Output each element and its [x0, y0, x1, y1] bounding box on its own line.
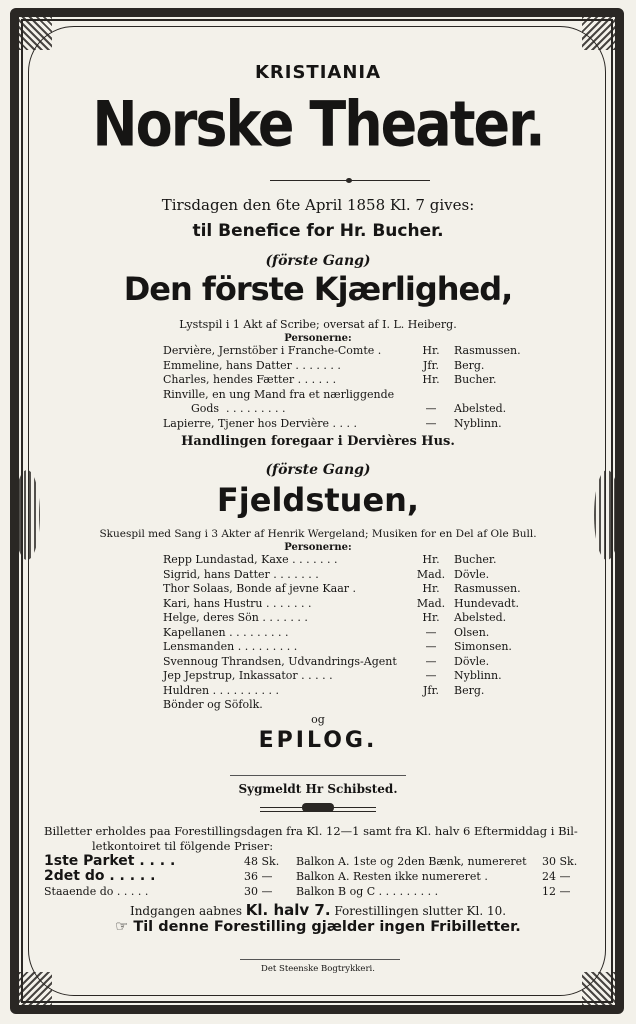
cast-role: Charles, hendes Fætter . . . . . .: [163, 373, 337, 386]
cast-role: Thor Solaas, Bonde af jevne Kaar .: [163, 582, 357, 595]
printer-credit: Det Steenske Bogtrykkeri.: [261, 964, 375, 974]
play2-title: Fjeldstuen,: [216, 481, 420, 519]
cast-role: Helge, deres Sön . . . . . . .: [163, 611, 308, 624]
city-heading: KRISTIANIA: [254, 62, 382, 83]
cast-title: —: [425, 669, 437, 682]
divider: [240, 959, 400, 960]
cast-title: —: [425, 402, 437, 415]
cast-actor: Bucher.: [454, 373, 497, 386]
cast-row: [163, 402, 543, 416]
ticket-info: [44, 824, 592, 854]
cast-row: [163, 388, 543, 402]
price-value-2: 24 —: [542, 870, 571, 883]
divider: [270, 180, 430, 181]
cast-role: Lapierre, Tjener hos Dervière . . . .: [163, 416, 357, 430]
cast-title: Hr.: [422, 553, 440, 566]
cast-title: —: [425, 640, 437, 653]
price-label: 2det do . . . . .: [44, 868, 156, 884]
play2-tag: (förste Gang): [265, 462, 371, 478]
cast-actor: Berg.: [454, 358, 485, 372]
cast-title: —: [425, 625, 437, 639]
cast-role: Svennoug Thrandsen, Udvandrings-Agent: [163, 654, 397, 668]
ticket-info-line: Billetter erholdes paa Forestillingsdagen fra Kl. 12—1 samt fra Kl. halv 6 Eftermiddag i Bil-: [44, 824, 578, 838]
cast-title: Jfr.: [422, 358, 440, 372]
cast-row: [163, 417, 543, 431]
cast-role: Huldren . . . . . . . . . .: [163, 683, 280, 697]
cast-row: [163, 373, 543, 387]
cast-row: [163, 684, 543, 698]
cast-role: Bönder og Söfolk.: [163, 698, 263, 711]
cast-title: Hr.: [422, 373, 440, 386]
cast-row: [163, 669, 543, 683]
cast-title: Hr.: [422, 344, 440, 357]
cast-actor: Abelsted.: [454, 402, 507, 415]
side-ornament-icon: [14, 470, 40, 560]
cast-actor: Berg.: [454, 683, 485, 697]
entrance-time: Kl. halv 7.: [245, 901, 331, 919]
play2-subtitle: Skuespil med Sang i 3 Akter af Henrik Wergeland; Musiken for en Del af Ole Bull.: [99, 528, 537, 540]
price-value: 48 Sk.: [244, 855, 280, 868]
cast-actor: Rasmussen.: [454, 582, 521, 595]
epilog-title: EPILOG.: [258, 728, 378, 753]
free-ticket-notice: ☞ Til denne Forestilling gjælder ingen Fribilletter.: [115, 919, 521, 935]
play1-personerne: Personerne:: [284, 333, 352, 344]
cast-row: [163, 655, 543, 669]
cast-title: Hr.: [422, 611, 440, 624]
ticket-info-line: letkontoiret til fölgende Priser:: [92, 839, 274, 853]
play1-setting: Handlingen foregaar i Dervières Hus.: [181, 434, 455, 449]
entrance-line: [40, 901, 596, 919]
cast-actor: Dövle.: [454, 654, 490, 668]
cast-actor: Abelsted.: [454, 611, 507, 624]
cast-row: [163, 611, 543, 625]
divider: [230, 775, 406, 776]
cast-actor: Simonsen.: [454, 640, 512, 653]
play1-tag: (förste Gang): [265, 253, 371, 269]
cast-role: Kari, hans Hustru . . . . . . .: [163, 596, 312, 610]
cast-title: —: [425, 416, 437, 430]
price-desc: Balkon B og C . . . . . . . . .: [296, 885, 439, 898]
cast-role: Gods . . . . . . . . .: [163, 402, 286, 415]
play1-subtitle: Lystspil i 1 Akt af Scribe; oversat af I. L. Heiberg.: [179, 318, 457, 331]
play1-title: Den förste Kjærlighed,: [123, 270, 513, 308]
og-conjunction: og: [311, 713, 325, 726]
cast-title: Mad.: [416, 567, 446, 581]
price-row: [44, 870, 592, 886]
cast-actor: Hundevadt.: [454, 596, 520, 610]
theater-title: Norske Theater.: [92, 88, 544, 161]
play2-personerne: Personerne:: [284, 542, 352, 553]
cast-row: [163, 597, 543, 611]
cast-role: Lensmanden . . . . . . . . .: [163, 640, 298, 653]
ornament-divider-icon: [260, 807, 376, 812]
price-value: 30 —: [244, 885, 273, 898]
price-row: [44, 885, 592, 901]
cast-actor: Olsen.: [454, 625, 490, 639]
cast-actor: Rasmussen.: [454, 344, 521, 357]
cast-row: [163, 553, 543, 567]
cast-role: Emmeline, hans Datter . . . . . . .: [163, 358, 341, 372]
cast-row: [163, 626, 543, 640]
entrance-post: Forestillingen slutter Kl. 10.: [330, 904, 507, 918]
cast-actor: Nyblinn.: [454, 416, 502, 430]
cast-row: [163, 640, 543, 654]
price-value-2: 12 —: [542, 885, 571, 898]
price-label: 1ste Parket . . . .: [44, 853, 176, 869]
sick-notice: Sygmeldt Hr Schibsted.: [238, 782, 398, 796]
cast-title: Jfr.: [422, 683, 440, 697]
cast-role: Kapellanen . . . . . . . . .: [163, 625, 289, 639]
cast-actor: Nyblinn.: [454, 669, 502, 682]
price-desc: Balkon A. Resten ikke numereret .: [296, 870, 488, 883]
side-ornament-icon: [594, 470, 620, 560]
cast-title: Hr.: [422, 582, 440, 595]
benefice-line: til Benefice for Hr. Bucher.: [192, 221, 444, 241]
price-desc: Balkon A. 1ste og 2den Bænk, numereret: [296, 855, 527, 868]
cast-title: —: [425, 654, 437, 668]
cast-row: [163, 344, 543, 358]
cast-actor: Dövle.: [454, 567, 490, 581]
cast-title: Mad.: [416, 596, 446, 610]
cast-actor: Bucher.: [454, 553, 497, 566]
price-value: 36 —: [244, 870, 273, 883]
dateline: Tirsdagen den 6te April 1858 Kl. 7 gives:: [161, 196, 475, 214]
poster-content: [40, 0, 596, 1024]
price-value-2: 30 Sk.: [542, 855, 578, 868]
cast-row: [163, 359, 543, 373]
cast-role: Repp Lundastad, Kaxe . . . . . . .: [163, 553, 338, 566]
entrance-pre: Indgangen aabnes: [129, 904, 246, 918]
price-label: Staaende do . . . . .: [44, 885, 149, 898]
cast-row: [163, 582, 543, 596]
cast-row: [163, 568, 543, 582]
cast-role: Rinville, en ung Mand fra et nærliggende: [163, 387, 395, 401]
cast-role: Dervière, Jernstöber i Franche-Comte .: [163, 344, 382, 357]
cast-row: [163, 698, 543, 712]
cast-role: Jep Jepstrup, Inkassator . . . . .: [163, 669, 333, 682]
cast-role: Sigrid, hans Datter . . . . . . .: [163, 567, 319, 581]
